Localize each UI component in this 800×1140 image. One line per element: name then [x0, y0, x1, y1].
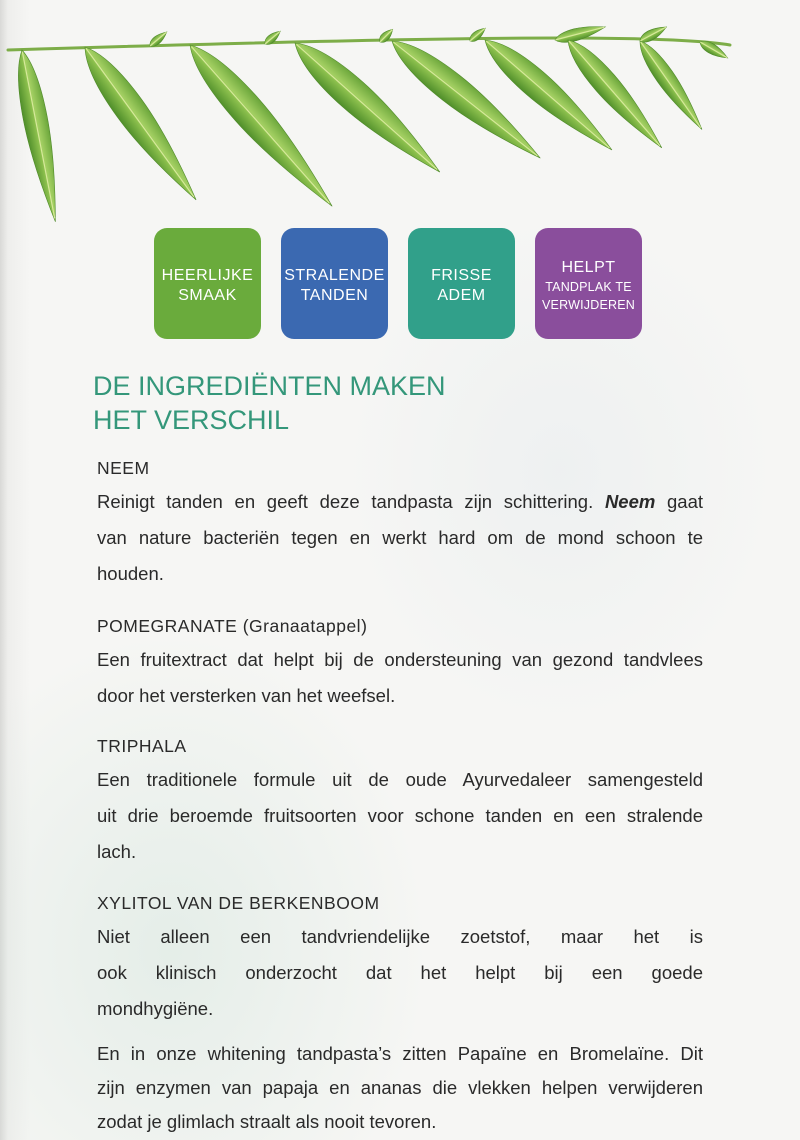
- neem-leaf: [73, 38, 208, 209]
- description-line: lach.: [97, 841, 137, 862]
- section-heading-line: DE INGREDIËNTEN MAKEN: [93, 371, 446, 401]
- description-line: zijn enzymen van papaja en ananas die vlekken helpen verwijderen: [97, 1077, 703, 1098]
- ingredient-description: [97, 762, 703, 870]
- benefit-badge-text: TANDEN: [300, 286, 369, 304]
- benefit-badge-text: FRISSE: [431, 266, 492, 284]
- benefit-badge-text: STRALENDE: [284, 266, 385, 284]
- description-text: Reinigt tanden en geeft deze tandpasta zijn schittering.: [97, 491, 594, 512]
- benefit-badge-teeth: [281, 228, 388, 339]
- benefit-badge-text: VERWIJDEREN: [542, 297, 635, 312]
- description-line: van nature bacteriën tegen en werkt hard om de mond schoon te: [97, 527, 703, 548]
- neem-branch-illustration: [0, 0, 800, 240]
- description-line: door het versterken van het weefsel.: [97, 685, 396, 706]
- neem-leaf: [262, 28, 282, 47]
- description-text: gaat: [667, 491, 704, 512]
- description-line: zodat je glimlach straalt als nooit tevoren.: [97, 1111, 437, 1132]
- benefit-badge-taste: [154, 228, 261, 339]
- ingredient-description: [97, 484, 703, 592]
- description-line: [97, 484, 703, 520]
- description-line: Een traditionele formule uit de oude Ayurvedaleer samengesteld: [97, 769, 703, 790]
- ingredient-name: POMEGRANATE (Granaatappel): [97, 616, 368, 636]
- closing-paragraph: [97, 1037, 703, 1139]
- neem-leaf: [698, 38, 731, 63]
- benefit-badge-breath: [408, 228, 515, 339]
- ingredient-name: XYLITOL VAN DE BERKENBOOM: [97, 893, 380, 913]
- ingredient-triphala: [97, 734, 703, 870]
- benefit-badge-plaque: [535, 228, 642, 339]
- section-heading: [93, 369, 446, 437]
- ingredient-name: NEEM: [97, 458, 150, 478]
- section-heading-line: HET VERSCHIL: [93, 405, 290, 435]
- benefit-badge-text: HEERLIJKE: [161, 266, 254, 284]
- ingredient-name: TRIPHALA: [97, 736, 187, 756]
- ingredient-description: [97, 642, 703, 714]
- ingredient-xylitol: [97, 891, 703, 1027]
- description-line: mondhygiëne.: [97, 998, 214, 1019]
- emphasized-term: Neem: [604, 491, 656, 512]
- benefit-badge-text: SMAAK: [178, 286, 237, 304]
- description-line: ook klinisch onderzocht dat het helpt bij een goede: [97, 962, 703, 983]
- benefit-badge-text: HELPT: [561, 258, 616, 276]
- neem-stem: [8, 38, 730, 50]
- neem-leaf: [476, 29, 621, 160]
- description-line: Niet alleen een tandvriendelijke zoetstof, maar het is: [97, 926, 703, 947]
- description-line: En in onze whitening tandpasta’s zitten Papaïne en Bromelaïne. Dit: [97, 1043, 703, 1064]
- description-line: Een fruitextract dat helpt bij de ondersteuning van gezond tandvlees: [97, 649, 703, 670]
- neem-leaf: [467, 25, 487, 44]
- ingredient-pomegranate: [97, 614, 703, 714]
- description-line: uit drie beroemde fruitsoorten voor schone tanden en een stralende: [97, 805, 703, 826]
- description-line: houden.: [97, 563, 164, 584]
- benefit-badge-text: TANDPLAK TE: [545, 279, 632, 294]
- neem-leaf: [10, 48, 67, 224]
- benefit-badge-text: ADEM: [437, 286, 486, 304]
- ingredient-description: [97, 919, 703, 1027]
- ingredient-neem: [97, 456, 703, 592]
- neem-leaf: [553, 21, 606, 46]
